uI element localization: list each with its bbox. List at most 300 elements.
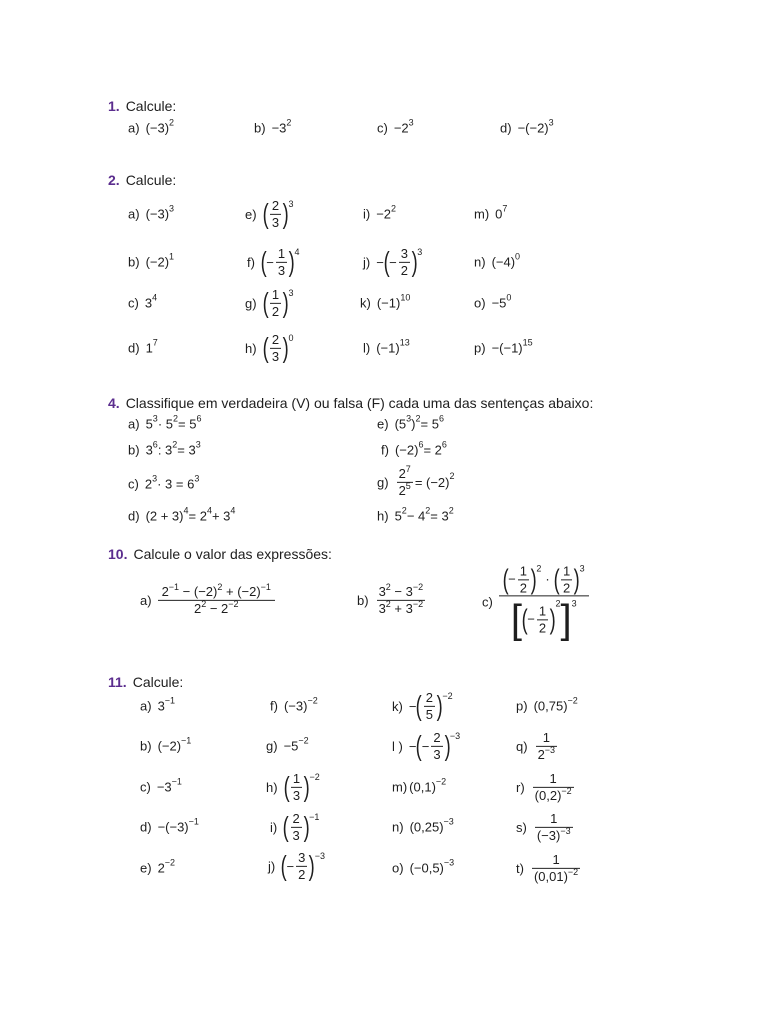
item-label: q) bbox=[516, 738, 528, 754]
item-exponent: −2 bbox=[442, 690, 453, 701]
item-base: 0 bbox=[495, 206, 503, 222]
item-label: n) bbox=[474, 254, 486, 270]
fraction bbox=[160, 581, 273, 616]
numerator: 1 bbox=[292, 770, 301, 786]
term: 2 bbox=[537, 746, 545, 762]
q4-title: Classifique em verdadeira (V) ou falsa (F) cada uma das sentenças abaixo: bbox=[125, 395, 594, 411]
item-label: m) bbox=[392, 779, 408, 795]
fraction bbox=[533, 772, 574, 802]
q11-item-n: n) (0,25) $^{-3}$ bbox=[392, 816, 454, 835]
item-label: f) bbox=[270, 698, 278, 714]
q11-item-a: a) 3 $^{-1}$ bbox=[140, 695, 176, 714]
denominator: 2 bbox=[538, 620, 547, 636]
left-paren: ( bbox=[283, 771, 290, 802]
item-exponent: −3 bbox=[544, 744, 556, 755]
q1-item-b: b) −3 $^2$ bbox=[254, 117, 292, 136]
q2-item-e bbox=[245, 199, 293, 229]
sign: − bbox=[508, 571, 516, 587]
q2-item-a: a) (−3) $^3$ bbox=[128, 203, 175, 222]
term: 5 bbox=[145, 416, 153, 432]
term: (2 + 3) bbox=[145, 508, 184, 524]
item-base: (−4) bbox=[491, 254, 516, 270]
fraction bbox=[532, 853, 580, 883]
q2-item-j bbox=[363, 247, 422, 277]
term: − 4 bbox=[406, 508, 426, 524]
dot-operator: · bbox=[545, 571, 550, 587]
denominator: 3 bbox=[433, 746, 441, 762]
item-base: (−1) bbox=[376, 340, 400, 356]
term: 2 bbox=[398, 465, 406, 481]
right-paren: ) bbox=[282, 332, 289, 363]
fraction bbox=[270, 199, 281, 229]
q2-title: Calcule: bbox=[125, 172, 177, 188]
right-bracket: ] bbox=[560, 597, 572, 642]
item-label: e) bbox=[245, 206, 257, 222]
item-base: (−2) bbox=[145, 254, 170, 270]
item-base: 3 bbox=[144, 295, 153, 311]
sign: − bbox=[527, 611, 535, 627]
numerator: 1 bbox=[271, 286, 280, 302]
item-label: d) bbox=[128, 508, 140, 524]
item-label: a) bbox=[128, 120, 140, 136]
item-label: c) bbox=[140, 779, 151, 795]
left-paren: ( bbox=[260, 246, 267, 277]
right-paren: ) bbox=[549, 603, 556, 635]
item-label: p) bbox=[516, 698, 528, 714]
item-label: g) bbox=[377, 474, 389, 490]
denominator bbox=[158, 600, 275, 616]
item-exponent: −3 bbox=[449, 730, 461, 741]
item-exponent: 2 bbox=[536, 563, 542, 574]
fraction bbox=[397, 463, 413, 498]
item-label: a) bbox=[128, 416, 140, 432]
q4-number: 4. bbox=[108, 395, 120, 411]
right-paren: ) bbox=[436, 690, 443, 721]
sign: − bbox=[266, 254, 274, 270]
sign: − bbox=[286, 858, 295, 874]
q10-title: Calcule o valor das expressões: bbox=[133, 546, 332, 562]
q11-number: 11. bbox=[108, 674, 127, 690]
item-exponent: 4 bbox=[294, 246, 300, 257]
item-label: k) bbox=[360, 295, 371, 311]
numerator: 2 bbox=[433, 729, 441, 745]
item-base: −2 bbox=[393, 120, 409, 136]
q10-item-a bbox=[140, 581, 275, 616]
q11-item-m: m) (0,1) $^{-2}$ bbox=[392, 776, 447, 795]
denominator: 5 bbox=[425, 706, 433, 722]
item-base: 3 bbox=[157, 698, 165, 714]
item-base: (−2) bbox=[157, 738, 182, 754]
item-exponent: 3 bbox=[288, 287, 294, 298]
q11-item-p: p) (0,75) $^{-2}$ bbox=[516, 695, 578, 714]
item-label: m) bbox=[474, 206, 490, 222]
left-paren: ( bbox=[521, 603, 528, 635]
denominator: 3 bbox=[292, 787, 301, 803]
item-base: 2 bbox=[157, 860, 165, 876]
item-label: f) bbox=[247, 254, 255, 270]
item-exponent: −2 bbox=[412, 598, 424, 609]
numerator: 3 bbox=[298, 849, 306, 865]
item-base: −3 bbox=[271, 120, 287, 136]
denominator: 3 bbox=[277, 262, 286, 278]
numerator: 2 bbox=[292, 810, 300, 826]
term: (5 bbox=[394, 416, 407, 432]
term: 2 bbox=[161, 583, 169, 599]
item-exponent: 0 bbox=[288, 332, 294, 343]
q2-item-p: p) −(−1) $^{15}$ bbox=[474, 337, 533, 356]
item-label: c) bbox=[377, 120, 388, 136]
item-base: (−3) bbox=[145, 206, 170, 222]
right-paren: ) bbox=[309, 850, 316, 881]
item-label: i) bbox=[363, 206, 371, 222]
q11-item-s bbox=[516, 812, 575, 842]
denominator bbox=[397, 482, 413, 498]
item-label: g) bbox=[266, 738, 278, 754]
item-label: i) bbox=[270, 819, 278, 835]
fraction bbox=[424, 691, 435, 721]
denominator bbox=[533, 787, 574, 803]
item-base: −(−3) bbox=[157, 819, 189, 835]
item-exponent: 3 bbox=[579, 563, 585, 574]
term: · 3 = 6 bbox=[157, 476, 195, 492]
fraction bbox=[537, 605, 548, 635]
fraction bbox=[561, 564, 572, 594]
q11-item-i bbox=[270, 812, 319, 842]
item-label: d) bbox=[500, 120, 512, 136]
numerator: 1 bbox=[550, 810, 558, 826]
item-exponent: 3 bbox=[288, 198, 294, 209]
item-label: r) bbox=[516, 779, 525, 795]
term: 2 bbox=[398, 482, 406, 498]
right-paren: ) bbox=[444, 730, 451, 761]
q11-item-l bbox=[392, 731, 460, 761]
term: + 3 bbox=[211, 508, 231, 524]
item-exponent: −3 bbox=[314, 850, 325, 861]
numerator: 2 bbox=[271, 331, 280, 347]
item-exponent: 3 bbox=[571, 598, 577, 609]
denominator bbox=[532, 868, 580, 884]
q1-heading bbox=[108, 98, 176, 114]
fraction bbox=[291, 812, 302, 842]
item-base: −(−1) bbox=[491, 340, 523, 356]
item-exponent: −2 bbox=[567, 866, 579, 877]
q2-item-g bbox=[245, 288, 293, 318]
item-base: −(−2) bbox=[517, 120, 549, 136]
item-label: d) bbox=[140, 819, 152, 835]
item-label: c) bbox=[128, 476, 139, 492]
item-exponent: 7 bbox=[405, 463, 411, 474]
item-label: s) bbox=[516, 819, 527, 835]
term: = 5 bbox=[178, 416, 197, 432]
item-label: h) bbox=[377, 508, 389, 524]
item-exponent: −2 bbox=[412, 581, 424, 592]
q4-item-g: g) $\frac{2^7}{2^5}$ = (−2) $^2$ bbox=[377, 463, 455, 498]
item-label: t) bbox=[516, 860, 524, 876]
item-label: n) bbox=[392, 819, 404, 835]
fraction bbox=[291, 772, 302, 802]
term: · 5 bbox=[157, 416, 173, 432]
item-label: k) bbox=[392, 698, 403, 714]
q2-item-d: d) 1 $^7$ bbox=[128, 337, 158, 356]
term: 2 bbox=[193, 600, 202, 616]
denominator: 3 bbox=[292, 827, 300, 843]
item-label: b) bbox=[128, 442, 140, 458]
item-base: (0,75) bbox=[533, 698, 568, 714]
q11-item-f: f) (−3) $^{-2}$ bbox=[270, 695, 318, 714]
item-label: h) bbox=[266, 779, 278, 795]
denominator bbox=[535, 827, 573, 843]
q2-item-l: l) (−1) $^{13}$ bbox=[363, 337, 410, 356]
right-paren: ) bbox=[282, 198, 289, 229]
item-label: b) bbox=[140, 738, 152, 754]
term: = 3 bbox=[177, 442, 196, 458]
term: = 2 bbox=[188, 508, 207, 524]
fraction bbox=[536, 731, 558, 761]
item-label: b) bbox=[128, 254, 140, 270]
q2-item-m: m) 0 $^7$ bbox=[474, 203, 508, 222]
item-label: c) bbox=[482, 594, 493, 610]
term: : 3 bbox=[157, 442, 173, 458]
item-label: p) bbox=[474, 340, 486, 356]
item-base: (−3) bbox=[145, 120, 170, 136]
item-exponent: 2 bbox=[217, 581, 223, 592]
item-exponent: −2 bbox=[228, 598, 239, 609]
right-paren: ) bbox=[573, 563, 580, 595]
item-base: −2 bbox=[376, 206, 392, 222]
q11-item-g: g) −5 $^{-2}$ bbox=[266, 735, 309, 754]
denominator bbox=[536, 746, 558, 762]
item-base: 1 bbox=[145, 340, 153, 356]
numerator bbox=[397, 463, 413, 482]
term: − 2 bbox=[206, 600, 229, 616]
q10-item-b bbox=[357, 581, 427, 616]
item-label: b) bbox=[357, 592, 369, 608]
q2-item-n: n) (−4) $^0$ bbox=[474, 251, 521, 270]
fraction bbox=[270, 288, 281, 318]
q4-item-f: f) (−2) $^6$ = 2 $^6$ bbox=[381, 439, 447, 458]
q11-item-t bbox=[516, 853, 582, 883]
numerator: 3 bbox=[400, 245, 408, 261]
term: = 2 bbox=[423, 442, 442, 458]
fraction bbox=[501, 563, 587, 642]
q1-number: 1. bbox=[108, 98, 120, 114]
denominator: 3 bbox=[271, 214, 280, 230]
item-label: j) bbox=[268, 858, 276, 874]
numerator: 1 bbox=[552, 851, 560, 867]
item-base: (0,1) bbox=[409, 779, 436, 795]
numerator: 1 bbox=[542, 729, 550, 745]
fraction bbox=[518, 564, 529, 594]
right-paren: ) bbox=[530, 563, 537, 595]
left-paren: ( bbox=[280, 850, 287, 881]
left-paren: ( bbox=[502, 563, 509, 595]
item-label: l) bbox=[363, 340, 371, 356]
right-paren: ) bbox=[282, 287, 289, 318]
left-bracket: [ bbox=[510, 597, 522, 642]
item-label: a) bbox=[140, 592, 152, 608]
item-label: f) bbox=[381, 442, 389, 458]
q10-heading bbox=[108, 546, 332, 562]
fraction bbox=[431, 731, 442, 761]
q11-item-b: b) (−2) $^{-1}$ bbox=[140, 735, 192, 754]
q11-item-j bbox=[268, 851, 325, 881]
q2-item-h bbox=[245, 333, 293, 363]
q1-item-a: a) (−3) $^2$ bbox=[128, 117, 175, 136]
left-paren: ( bbox=[553, 563, 560, 595]
item-exponent: −1 bbox=[309, 811, 320, 822]
q2-heading bbox=[108, 172, 176, 188]
q2-item-k: k) (−1) $^{10}$ bbox=[360, 292, 411, 311]
numerator: 1 bbox=[563, 563, 571, 579]
q2-number: 2. bbox=[108, 172, 120, 188]
denominator: 2 bbox=[298, 866, 306, 882]
item-label: g) bbox=[245, 295, 257, 311]
numerator: 2 bbox=[425, 689, 433, 705]
q4-item-d: d) (2 + 3) $^4$ = 2 $^4$ + 3 $^4$ bbox=[128, 505, 236, 524]
q11-item-d: d) −(−3) $^{-1}$ bbox=[140, 816, 199, 835]
q2-item-i: i) −2 $^2$ bbox=[363, 203, 397, 222]
item-exponent: 2 bbox=[385, 598, 391, 609]
term: 5 bbox=[394, 508, 402, 524]
item-label: d) bbox=[128, 340, 140, 356]
right-paren: ) bbox=[411, 246, 418, 277]
item-base: −3 bbox=[156, 779, 172, 795]
item-label: c) bbox=[128, 295, 139, 311]
denominator: 2 bbox=[519, 580, 527, 595]
item-exponent: 2 bbox=[385, 581, 391, 592]
term: (−3) bbox=[536, 827, 561, 843]
item-exponent: 2 bbox=[201, 598, 207, 609]
item-exponent: 3 bbox=[417, 246, 423, 257]
left-paren: ( bbox=[262, 287, 269, 318]
term: + (−2) bbox=[222, 583, 261, 599]
term: − 3 bbox=[390, 583, 413, 599]
outer-sign: − bbox=[408, 738, 417, 754]
fraction bbox=[399, 247, 410, 277]
numerator: 1 bbox=[277, 245, 286, 261]
q11-heading bbox=[108, 674, 183, 690]
term: 3 bbox=[378, 600, 386, 616]
item-label: l ) bbox=[392, 738, 403, 754]
item-label: e) bbox=[140, 860, 152, 876]
q2-item-o: o) −5 $^0$ bbox=[474, 292, 512, 311]
item-label: b) bbox=[254, 120, 266, 136]
item-label: h) bbox=[245, 340, 257, 356]
item-base: −5 bbox=[491, 295, 507, 311]
outer-sign: − bbox=[376, 254, 384, 270]
right-paren: ) bbox=[288, 246, 295, 277]
numerator bbox=[377, 581, 426, 600]
term: = 5 bbox=[420, 416, 439, 432]
q4-heading bbox=[108, 395, 593, 411]
item-label: a) bbox=[140, 698, 152, 714]
numerator: 1 bbox=[538, 603, 547, 619]
item-base: (−3) bbox=[283, 698, 308, 714]
numerator: 2 bbox=[271, 197, 280, 213]
q11-item-r bbox=[516, 772, 576, 802]
item-base: (0,25) bbox=[409, 819, 444, 835]
outer-sign: − bbox=[408, 698, 417, 714]
item-base: (−0,5) bbox=[409, 860, 444, 876]
denominator bbox=[377, 600, 426, 616]
left-paren: ( bbox=[262, 332, 269, 363]
fraction bbox=[270, 333, 281, 363]
q11-item-k bbox=[392, 691, 453, 721]
denominator: 3 bbox=[271, 348, 280, 364]
q11-item-c: c) −3 $^{-1}$ bbox=[140, 776, 182, 795]
numerator: 1 bbox=[519, 563, 527, 579]
item-exponent: −1 bbox=[260, 581, 271, 592]
item-exponent: −2 bbox=[309, 771, 320, 782]
right-paren: ) bbox=[303, 771, 310, 802]
numerator: 1 bbox=[549, 770, 557, 786]
item-label: a) bbox=[128, 206, 140, 222]
left-paren: ( bbox=[416, 730, 423, 761]
term: 3 bbox=[145, 442, 153, 458]
right-paren: ) bbox=[303, 811, 310, 842]
item-exponent: −1 bbox=[168, 581, 180, 592]
q10-item-c bbox=[482, 563, 589, 642]
denominator bbox=[499, 596, 589, 640]
q4-item-b: b) 3 $^6$ : 3 $^2$ = 3 $^3$ bbox=[128, 439, 201, 458]
numerator bbox=[501, 564, 587, 595]
item-exponent: 2 bbox=[555, 598, 561, 609]
q11-item-e: e) 2 $^{-2}$ bbox=[140, 857, 176, 876]
left-paren: ( bbox=[383, 246, 390, 277]
item-exponent: 5 bbox=[405, 480, 411, 491]
q2-item-f bbox=[247, 247, 299, 277]
denominator: 2 bbox=[271, 303, 280, 319]
term: 3 bbox=[378, 583, 386, 599]
term: 2 bbox=[144, 476, 153, 492]
term: = 3 bbox=[430, 508, 449, 524]
term: ) bbox=[411, 416, 416, 432]
fraction bbox=[535, 812, 573, 842]
q10-number: 10. bbox=[108, 546, 128, 562]
item-base: (−1) bbox=[376, 295, 401, 311]
q2-item-c: c) 3 $^4$ bbox=[128, 292, 158, 311]
q4-item-e: e) (5 $^3$ ) $^2$ = 5 $^6$ bbox=[377, 413, 444, 432]
item-exponent: −3 bbox=[560, 825, 571, 836]
fraction bbox=[276, 247, 287, 277]
q11-item-q bbox=[516, 731, 559, 761]
denominator: 2 bbox=[400, 262, 408, 278]
term: − (−2) bbox=[179, 583, 218, 599]
q11-item-h bbox=[266, 772, 320, 802]
q11-item-o: o) (−0,5) $^{-3}$ bbox=[392, 857, 455, 876]
item-label: o) bbox=[474, 295, 486, 311]
term: (0,01) bbox=[533, 868, 568, 884]
sign: − bbox=[421, 738, 430, 754]
q4-item-h: h) 5 $^2$ − 4 $^2$ = 3 $^2$ bbox=[377, 505, 454, 524]
q1-title: Calcule: bbox=[125, 98, 177, 114]
term: (0,2) bbox=[534, 787, 562, 803]
q1-item-d: d) −(−2) $^3$ bbox=[500, 117, 554, 136]
numerator bbox=[160, 581, 273, 600]
term: + 3 bbox=[390, 600, 413, 616]
term: = (−2) bbox=[414, 474, 450, 490]
left-paren: ( bbox=[282, 811, 289, 842]
q2-item-b: b) (−2) $^1$ bbox=[128, 251, 175, 270]
q11-title: Calcule: bbox=[132, 674, 184, 690]
fraction bbox=[377, 581, 426, 616]
item-label: j) bbox=[363, 254, 371, 270]
q1-item-c: c) −2 $^3$ bbox=[377, 117, 414, 136]
denominator: 2 bbox=[563, 580, 571, 595]
left-paren: ( bbox=[416, 690, 423, 721]
q4-item-a: a) 5 $^3$ · 5 $^2$ = 5 $^6$ bbox=[128, 413, 202, 432]
q4-item-c: c) 2 $^3$ · 3 = 6 $^3$ bbox=[128, 473, 200, 492]
